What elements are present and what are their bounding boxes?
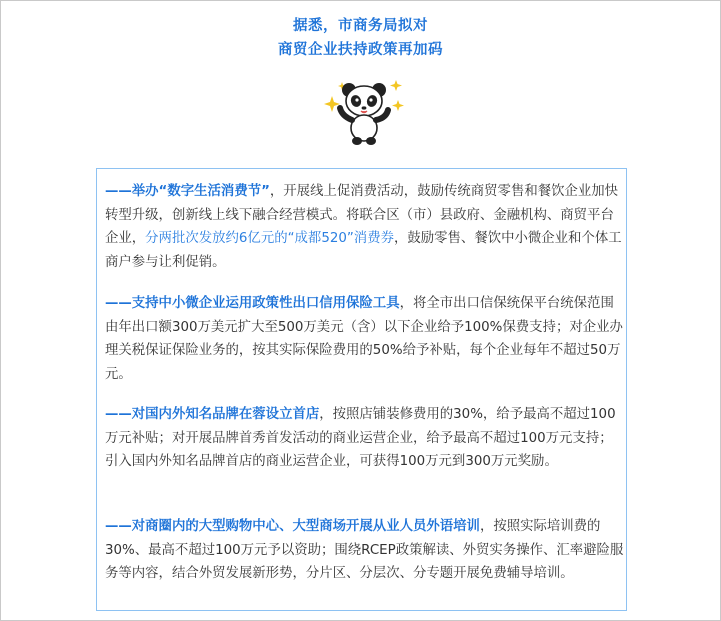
policy-item-4-text: ，按照实际培训费的30%、最高不超过100万元予以资助；围绕RCEP政策解读、外贸实务操作、汇率避险服务等内容，结合外贸发展新形势，分片区、分层次、分专题开展免费辅导培训。: [105, 519, 624, 582]
panda-mascot-icon: [322, 74, 406, 148]
policy-item-2: [105, 292, 625, 387]
policy-item-3-lead: ——对国内外知名品牌在蓉设立首店: [105, 407, 320, 422]
headline-line-2: 商贸企业扶持政策再加码: [278, 42, 443, 58]
policy-item-4: [105, 515, 625, 586]
policy-item-1-text: ，开展线上促消费活动，鼓励传统商贸零售和餐饮企业加快转型升级，创新线上线下融合经营模式。将联合区（市）县政府、金融机构、商贸平台企业，: [105, 184, 619, 247]
policy-item-3-text: ，按照店铺装修费用的30%，给予最高不超过100万元补贴；对开展品牌首秀首发活动的商业运营企业，给予最高不超过100万元支持；引入国内外知名品牌首店的商业运营企业，可获得100万元到300万元奖励。: [105, 407, 616, 470]
policy-item-1-highlight: 分两批次发放约6亿元的“成都520”消费券: [145, 231, 394, 247]
policy-item-1: [105, 180, 625, 275]
policy-item-2-lead: ——支持中小微企业运用政策性出口信用保险工具: [105, 296, 400, 311]
policy-item-1-text-end: ，鼓励零售、餐饮中小微企业和个体工商户参与让利促销。: [105, 231, 622, 271]
policy-item-4-lead: ——对商圈内的大型购物中心、大型商场开展从业人员外语培训: [105, 519, 480, 534]
policy-item-3: [105, 403, 625, 474]
headline-line-1: 据悉，市商务局拟对: [293, 18, 428, 34]
policy-item-2-text: ，将全市出口信保统保平台统保范围由年出口额300万美元扩大至500万美元（含）以下企业给予100%保费支持；对企业办理关税保证保险业务的，按其实际保险费用的50%给予补贴，每个企业每年不超过50万元。: [105, 296, 623, 383]
policy-item-1-lead: ——举办“数字生活消费节”: [105, 184, 270, 199]
